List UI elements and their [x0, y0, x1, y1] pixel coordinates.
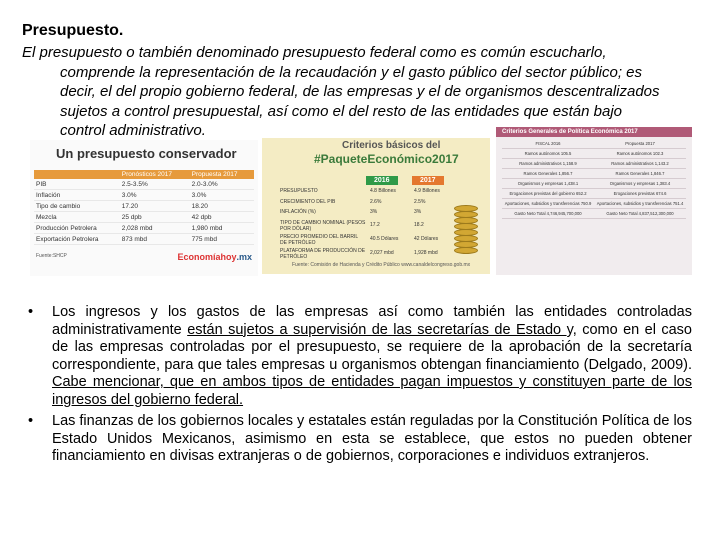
- figure2-value: 2,027 mbd: [370, 250, 394, 256]
- figure2-label: CRECIMIENTO DEL PIB: [280, 199, 336, 205]
- criterios-generales-image: [496, 127, 692, 275]
- table-cell: 873 mbd: [120, 234, 190, 245]
- table-cell: 3.0%: [190, 190, 254, 201]
- economiahoy-logo: Economíahoy.mx: [177, 252, 252, 262]
- table-row: [502, 149, 686, 159]
- col-header: Propuesta 2017: [190, 170, 254, 179]
- intro-line: sujetos a control presupuestal, así como el del resto de las entidades que están bajo: [60, 102, 623, 120]
- intro-line: decir, el del propio gobierno federal, de las empresas y el de organismos descentralizados: [60, 83, 660, 100]
- conservative-budget-image: [30, 140, 258, 276]
- figure2-label: PRESUPUESTO: [280, 188, 318, 194]
- figure3-table: [502, 139, 686, 219]
- list-item: • Las finanzas de los gobiernos locales y estatales están reguladas por la Constitución Política de los Estado Unidos Mexicanos, asimismo en esta se establece, que estos no pueden obtener financiamiento en divisas extranjeras o de gobiernos, corporaciones e individuos extranjeros.: [28, 413, 692, 464]
- table-cell: 2,028 mbd: [120, 223, 190, 234]
- list-item: • Los ingresos y los gastos de las empresas así como también las entidades controladas administrativamente están sujetos a supervisión de las secretarías de Estado y, como en el caso de las empresas controladas por el presupuesto, se requiere de la aprobación de la secretaría correspondiente, para que tales empresas u organismos obtengan financiamiento (Delgado, 2009). Cabe mencionar, que en ambos tipos de entidades pagan impuestos y constituyen parte de los ingresos del gobierno federal.: [28, 304, 692, 408]
- table-cell: Organismos y empresas 1,438.1: [517, 181, 579, 186]
- figure2-value: 4.8 Billones: [370, 188, 396, 194]
- table-cell: 3.0%: [120, 190, 190, 201]
- table-cell: Propuesta 2017: [625, 141, 655, 146]
- bullet-icon: •: [28, 304, 34, 320]
- bullet-list: [22, 304, 692, 470]
- table-cell: 42 dpb: [190, 212, 254, 223]
- table-cell: Erogaciones previstas del gobierno 652.2: [509, 191, 587, 196]
- table-cell: Ramos administrativos 1,143.2: [611, 161, 669, 166]
- table-cell: Exportación Petrolera: [34, 234, 120, 245]
- table-cell: PIB: [34, 179, 120, 190]
- table-row: [34, 223, 254, 234]
- table-cell: FISCAL 2016: [535, 141, 561, 146]
- table-row: [502, 209, 686, 219]
- figure2-value: 40.5 Dólares: [370, 236, 399, 242]
- figure2-label: PRECIO PROMEDIO DEL BARRIL DE PETRÓLEO: [280, 234, 358, 246]
- figure2-label: PLATAFORMA DE PRODUCCIÓN DE PETRÓLEO: [280, 248, 366, 260]
- page-title: Presupuesto.: [22, 22, 124, 39]
- figure1-source: Fuente:SHCP: [36, 253, 67, 259]
- paquete-economico-image: [262, 138, 490, 274]
- figure2-value: 42 Dólares: [414, 236, 439, 242]
- table-row: [502, 179, 686, 189]
- figure2-value: 3%: [414, 209, 422, 215]
- figure2-footer: Fuente: Comisión de Hacienda y Crédito Público www.canaldelcongreso.gob.mx: [292, 262, 471, 268]
- figure3-heading: Criterios Generales de Política Económica 2017: [496, 127, 692, 137]
- figure2-title: Criterios básicos del: [342, 140, 441, 151]
- table-cell: Tipo de cambio: [34, 201, 120, 212]
- figure2-value: 17.2: [370, 222, 380, 228]
- intro-line: control administrativo.: [60, 122, 206, 139]
- table-row: [34, 201, 254, 212]
- table-row: [502, 169, 686, 179]
- table-cell: Erogaciones previstas 674.6: [613, 191, 667, 196]
- table-cell: 2.0-3.0%: [190, 179, 254, 190]
- year-2016-badge: 2016: [366, 176, 398, 185]
- table-cell: Organismos y empresas 1,383.4: [609, 181, 671, 186]
- table-cell: Mezcla: [34, 212, 120, 223]
- table-cell: Inflación: [34, 190, 120, 201]
- table-cell: Ramos Generales 1,846.7: [615, 171, 665, 176]
- table-cell: 25 dpb: [120, 212, 190, 223]
- table-row: [34, 212, 254, 223]
- table-row: [34, 190, 254, 201]
- table-row: [502, 189, 686, 199]
- col-header: [34, 170, 120, 179]
- figure2-value: 18.2: [414, 222, 424, 228]
- table-cell: Ramos administrativos 1,158.9: [519, 161, 577, 166]
- table-cell: Aportaciones, subsidios y transferencias 750.9: [504, 201, 592, 206]
- coin-stack-icon: [454, 206, 478, 254]
- bullet-icon: •: [28, 413, 34, 429]
- table-cell: 2.5-3.5%: [120, 179, 190, 190]
- table-row: [34, 179, 254, 190]
- figure2-hashtag: #PaqueteEconómico2017: [314, 152, 459, 166]
- table-cell: 17.20: [120, 201, 190, 212]
- table-row: [34, 234, 254, 245]
- table-row: [502, 159, 686, 169]
- figure2-label: INFLACIÓN (%): [280, 209, 316, 215]
- figure1-table: [34, 170, 254, 245]
- table-cell: 775 mbd: [190, 234, 254, 245]
- table-cell: Ramos Generales 1,856.7: [523, 171, 573, 176]
- intro-line: El presupuesto o también denominado presupuesto federal como es común escucharlo,: [22, 44, 607, 61]
- table-cell: 1,980 mbd: [190, 223, 254, 234]
- figure2-label: TIPO DE CAMBIO NOMINAL (PESOS POR DÓLAR): [280, 220, 366, 232]
- table-row: [502, 139, 686, 149]
- intro-paragraph: [22, 43, 690, 141]
- table-cell: Gasto Neto Total 4,746,945,700,000: [514, 211, 582, 216]
- figure2-value: 3%: [370, 209, 378, 215]
- year-2017-badge: 2017: [412, 176, 444, 185]
- table-cell: Producción Petrolera: [34, 223, 120, 234]
- col-header: Pronósticos 2017: [120, 170, 190, 179]
- table-row: [502, 199, 686, 209]
- table-cell: 18.20: [190, 201, 254, 212]
- table-cell: Ramos autónomos 105.5: [524, 151, 572, 156]
- intro-line: comprende la representación de la recaudación y el gasto público del sector público; es: [60, 63, 643, 81]
- figure2-value: 2.6%: [370, 199, 382, 205]
- figure2-value: 1,928 mbd: [414, 250, 438, 256]
- table-cell: Aportaciones, subsidios y transferencias 751.4: [596, 201, 684, 206]
- figure2-value: 2.5%: [414, 199, 426, 205]
- figure1-heading: Un presupuesto conservador: [56, 146, 237, 161]
- table-cell: Ramos autónomos 102.3: [616, 151, 664, 156]
- table-cell: Gasto Neto Total 4,837,512,300,000: [606, 211, 674, 216]
- figure2-value: 4.9 Billones: [414, 188, 440, 194]
